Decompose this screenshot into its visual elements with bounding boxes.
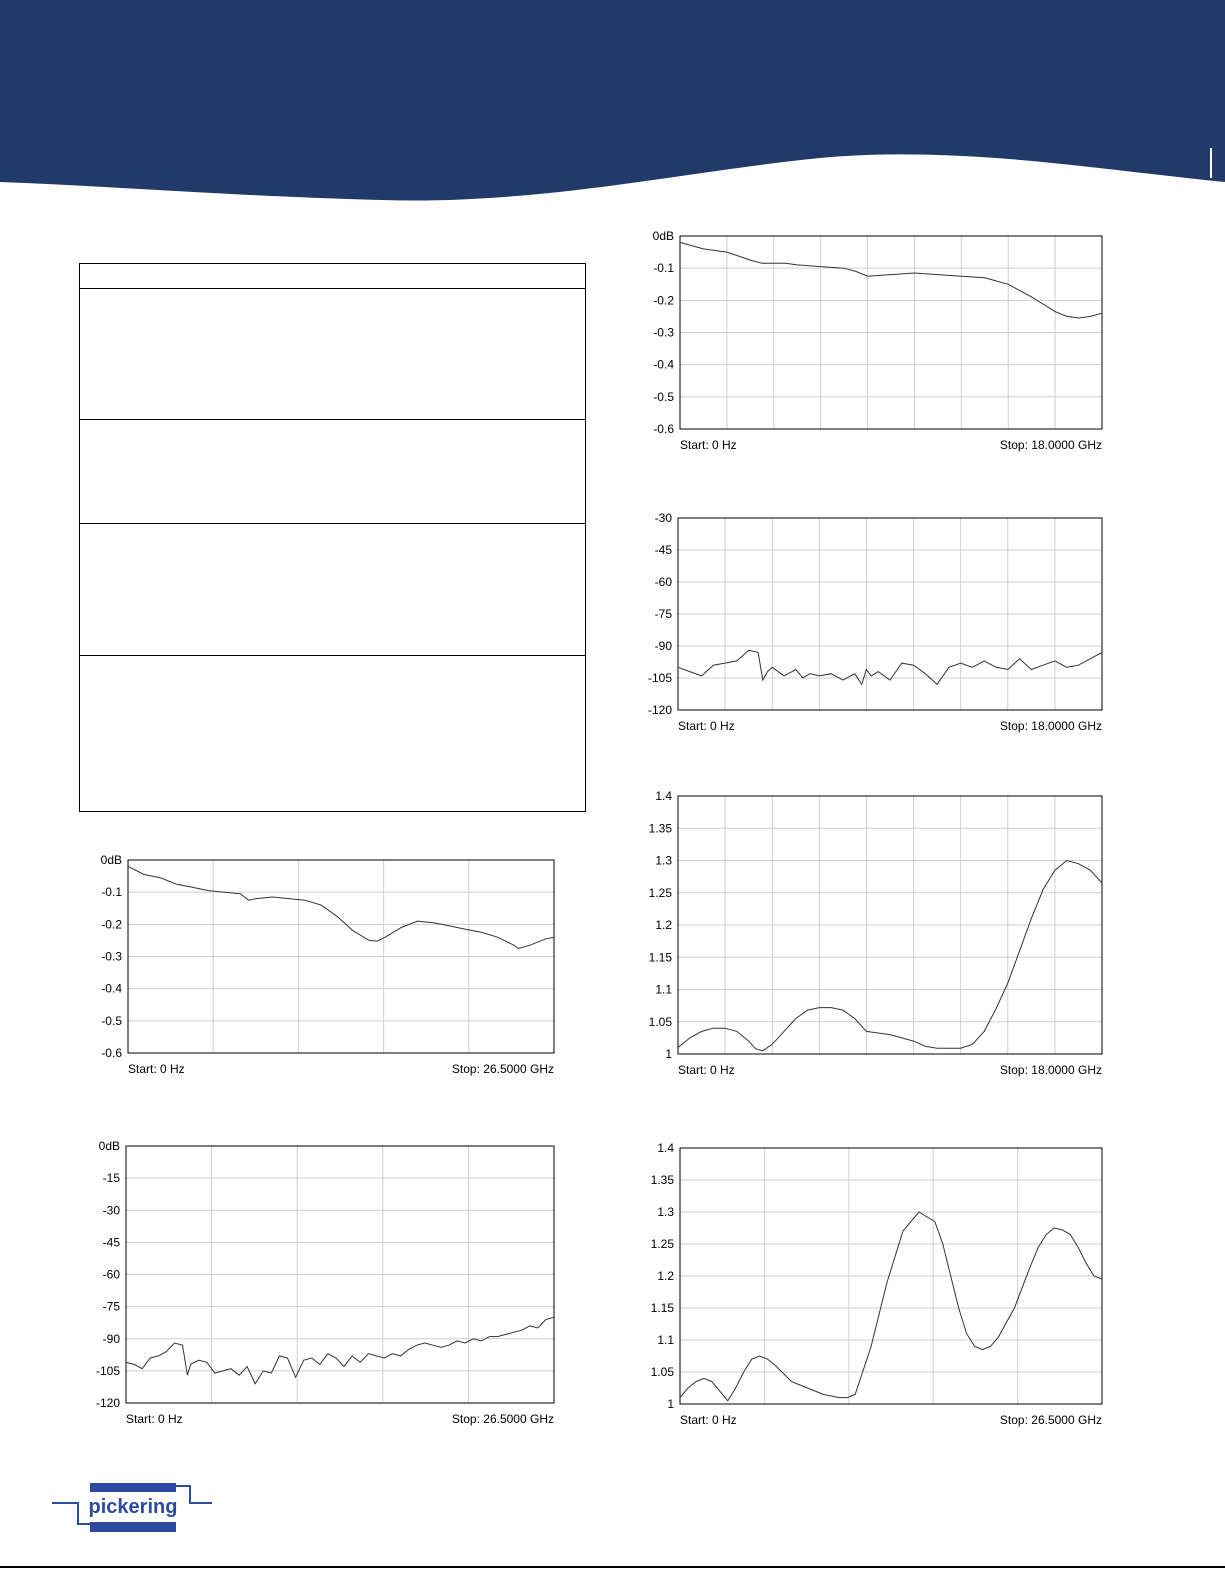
y-tick-label: 1.3 <box>655 853 672 868</box>
crosstalk-18ghz-chart <box>632 510 1112 740</box>
y-tick-label: -0.2 <box>101 917 122 932</box>
header-wave-banner <box>0 0 1225 210</box>
crosstalk-26ghz-chart <box>80 1138 560 1433</box>
spec-table-header-row <box>80 264 585 289</box>
chart-svg <box>80 852 560 1085</box>
y-tick-label: 1.1 <box>657 1333 674 1347</box>
y-tick-label: -0.5 <box>101 1013 122 1028</box>
y-tick-label: -30 <box>654 511 672 525</box>
spec-table-row <box>80 524 585 656</box>
header-edge-mark <box>1210 148 1212 178</box>
header-wave-shape <box>0 0 1225 201</box>
y-tick-label: 0dB <box>100 853 122 867</box>
vswr-18ghz-chart <box>632 790 1112 1082</box>
vswr-26ghz-chart <box>632 1140 1112 1433</box>
y-tick-label: 1.35 <box>650 1173 674 1187</box>
x-start-label: Start: 0 Hz <box>126 1412 183 1426</box>
spec-table <box>79 263 586 812</box>
footer-rule <box>0 1566 1225 1568</box>
y-tick-label: 1.4 <box>655 789 672 803</box>
y-tick-label: 1 <box>665 1047 672 1061</box>
chart-svg <box>632 790 1112 1082</box>
y-tick-label: 1.4 <box>657 1141 674 1155</box>
series-line <box>128 866 554 948</box>
insertion-loss-26ghz-chart <box>80 852 560 1085</box>
y-tick-label: 1.25 <box>648 885 672 900</box>
chart-svg <box>632 1140 1112 1433</box>
grid-lines <box>680 1148 1102 1404</box>
y-tick-label: 1.15 <box>650 1301 674 1315</box>
y-tick-label: -0.3 <box>101 949 122 964</box>
x-stop-label: Stop: 26.5000 GHz <box>999 1413 1102 1427</box>
y-tick-label: -60 <box>102 1267 120 1282</box>
insertion-loss-18ghz-chart <box>632 228 1112 460</box>
x-start-label: Start: 0 Hz <box>680 1413 737 1427</box>
grid-lines <box>678 796 1102 1054</box>
x-stop-label: Stop: 26.5000 GHz <box>451 1062 554 1076</box>
series-line <box>126 1317 554 1383</box>
logo-left-bracket <box>52 1503 90 1524</box>
x-stop-label: Stop: 26.5000 GHz <box>451 1412 554 1426</box>
spec-table-row <box>80 289 585 420</box>
y-tick-label: -0.6 <box>653 422 674 436</box>
series-line <box>680 242 1102 318</box>
y-tick-label: -30 <box>102 1203 120 1218</box>
y-tick-label: 1.2 <box>657 1269 674 1283</box>
x-start-label: Start: 0 Hz <box>678 1063 735 1077</box>
x-stop-label: Stop: 18.0000 GHz <box>999 1063 1102 1077</box>
x-start-label: Start: 0 Hz <box>128 1062 185 1076</box>
spec-table-row <box>80 656 585 811</box>
y-tick-label: 1.2 <box>655 918 672 932</box>
y-tick-label: -105 <box>95 1363 120 1378</box>
series-line <box>678 861 1102 1051</box>
logo-right-bracket <box>176 1486 212 1503</box>
grid-lines <box>680 236 1102 429</box>
grid-lines <box>128 860 554 1053</box>
chart-svg <box>632 510 1112 740</box>
logo-text: pickering <box>88 1496 178 1518</box>
chart-svg <box>80 1138 560 1433</box>
y-tick-label: -75 <box>654 607 672 621</box>
pickering-logo <box>52 1480 222 1536</box>
y-tick-label: -0.4 <box>101 981 122 996</box>
y-tick-label: 1.25 <box>650 1237 674 1251</box>
y-tick-label: 0dB <box>98 1139 120 1153</box>
y-tick-label: 1.1 <box>655 982 672 997</box>
x-stop-label: Stop: 18.0000 GHz <box>999 719 1102 733</box>
y-tick-label: 1.05 <box>650 1365 674 1379</box>
y-tick-label: 1 <box>667 1397 674 1411</box>
y-tick-label: 1.15 <box>648 950 672 965</box>
y-tick-label: -0.1 <box>653 261 674 276</box>
chart-svg <box>632 228 1112 460</box>
y-tick-label: -15 <box>102 1171 120 1186</box>
x-start-label: Start: 0 Hz <box>680 438 737 452</box>
y-tick-label: -120 <box>95 1396 120 1410</box>
y-tick-label: -60 <box>654 575 672 589</box>
y-tick-label: -45 <box>102 1235 120 1250</box>
y-tick-label: -0.2 <box>653 293 674 308</box>
x-start-label: Start: 0 Hz <box>678 719 735 733</box>
spec-table-row <box>80 420 585 524</box>
y-tick-label: -105 <box>647 671 672 685</box>
y-tick-label: -0.1 <box>101 885 122 900</box>
y-tick-label: -0.3 <box>653 325 674 340</box>
grid-lines <box>678 518 1102 710</box>
y-tick-label: -45 <box>654 543 672 557</box>
y-tick-label: -75 <box>102 1299 120 1314</box>
y-tick-label: -90 <box>102 1331 120 1346</box>
y-tick-label: -0.5 <box>653 389 674 404</box>
y-tick-label: 1.05 <box>648 1014 672 1029</box>
series-line <box>678 650 1102 684</box>
y-tick-label: 1.35 <box>648 821 672 836</box>
y-tick-label: -0.4 <box>653 357 674 372</box>
y-tick-label: 1.3 <box>657 1205 674 1219</box>
y-tick-label: -90 <box>654 639 672 653</box>
y-tick-label: -120 <box>647 703 672 717</box>
y-tick-label: -0.6 <box>101 1046 122 1060</box>
y-tick-label: 0dB <box>652 229 674 243</box>
x-stop-label: Stop: 18.0000 GHz <box>999 438 1102 452</box>
